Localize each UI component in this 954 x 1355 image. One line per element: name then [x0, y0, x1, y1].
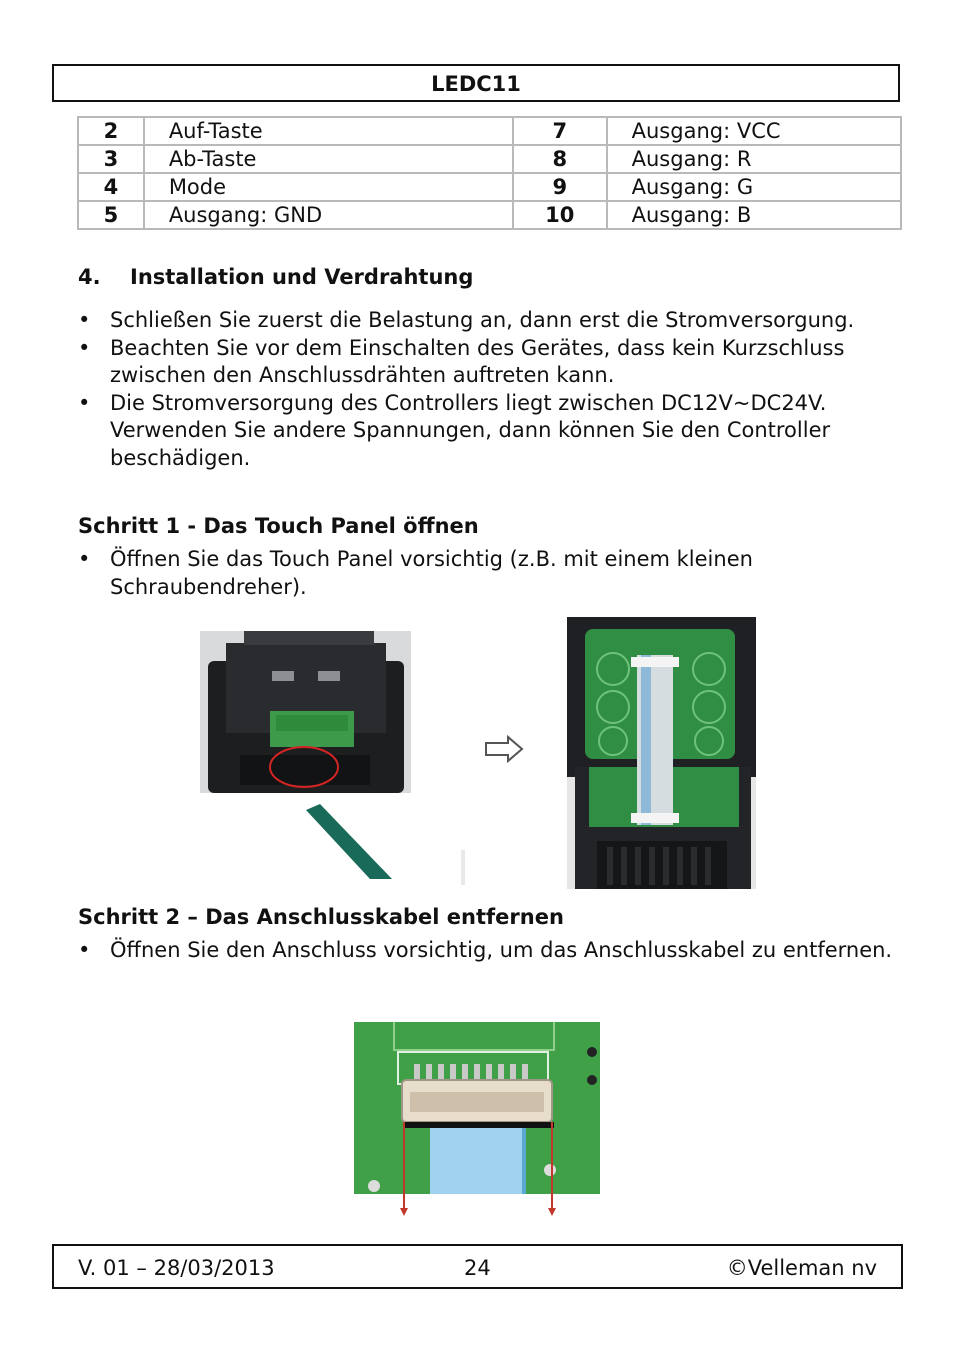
page-footer [52, 1244, 903, 1289]
pin-label: Ab-Taste [144, 145, 513, 173]
pin-number: 9 [513, 173, 607, 201]
connector-photo [354, 1022, 600, 1218]
open-panel-photo [567, 617, 756, 889]
pin-number: 7 [513, 117, 607, 145]
pin-label: Ausgang: VCC [607, 117, 901, 145]
footer-copyright: ©Velleman nv [726, 1256, 877, 1280]
pin-number: 10 [513, 201, 607, 229]
pin-number: 4 [78, 173, 144, 201]
pin-number: 2 [78, 117, 144, 145]
list-item: • Öffnen Sie das Touch Panel vorsichtig (z.B. mit einem kleinen Schraubendreher). [78, 546, 908, 601]
step2-bullets [78, 937, 908, 965]
step1-bullets [78, 546, 908, 601]
pin-number: 5 [78, 201, 144, 229]
section-number: 4. [78, 265, 101, 289]
list-item: • Die Stromversorgung des Controllers liegt zwischen DC12V~DC24V. Verwenden Sie andere Spannungen, dann können Sie den Controller beschädigen. [78, 390, 908, 473]
pin-label: Auf-Taste [144, 117, 513, 145]
pin-label: Mode [144, 173, 513, 201]
pin-number: 8 [513, 145, 607, 173]
pin-table [77, 116, 902, 230]
pin-number: 3 [78, 145, 144, 173]
list-item: • Öffnen Sie den Anschluss vorsichtig, um das Anschlusskabel zu entfernen. [78, 937, 908, 965]
screwdriver-illustration [300, 800, 470, 885]
step2-title: Schritt 2 – Das Anschlusskabel entfernen [78, 905, 564, 929]
table-row [78, 117, 901, 145]
installation-bullets [78, 307, 908, 472]
pin-label: Ausgang: GND [144, 201, 513, 229]
list-item: • Schließen Sie zuerst die Belastung an, dann erst die Stromversorgung. [78, 307, 908, 335]
section-heading [78, 265, 473, 289]
table-row [78, 145, 901, 173]
arrow-right-icon [484, 735, 524, 763]
step1-title: Schritt 1 - Das Touch Panel öffnen [78, 514, 479, 538]
pin-label: Ausgang: B [607, 201, 901, 229]
pin-label: Ausgang: R [607, 145, 901, 173]
table-row [78, 173, 901, 201]
pin-label: Ausgang: G [607, 173, 901, 201]
footer-version: V. 01 – 28/03/2013 [78, 1256, 275, 1280]
footer-page-number: 24 [464, 1256, 491, 1280]
panel-bottom-photo [200, 631, 411, 793]
page-header: LEDC11 [52, 64, 900, 102]
table-row [78, 201, 901, 229]
section-title: Installation und Verdrahtung [130, 265, 474, 289]
list-item: • Beachten Sie vor dem Einschalten des Gerätes, dass kein Kurzschluss zwischen den Anschlussdrähten auftreten kann. [78, 335, 908, 390]
